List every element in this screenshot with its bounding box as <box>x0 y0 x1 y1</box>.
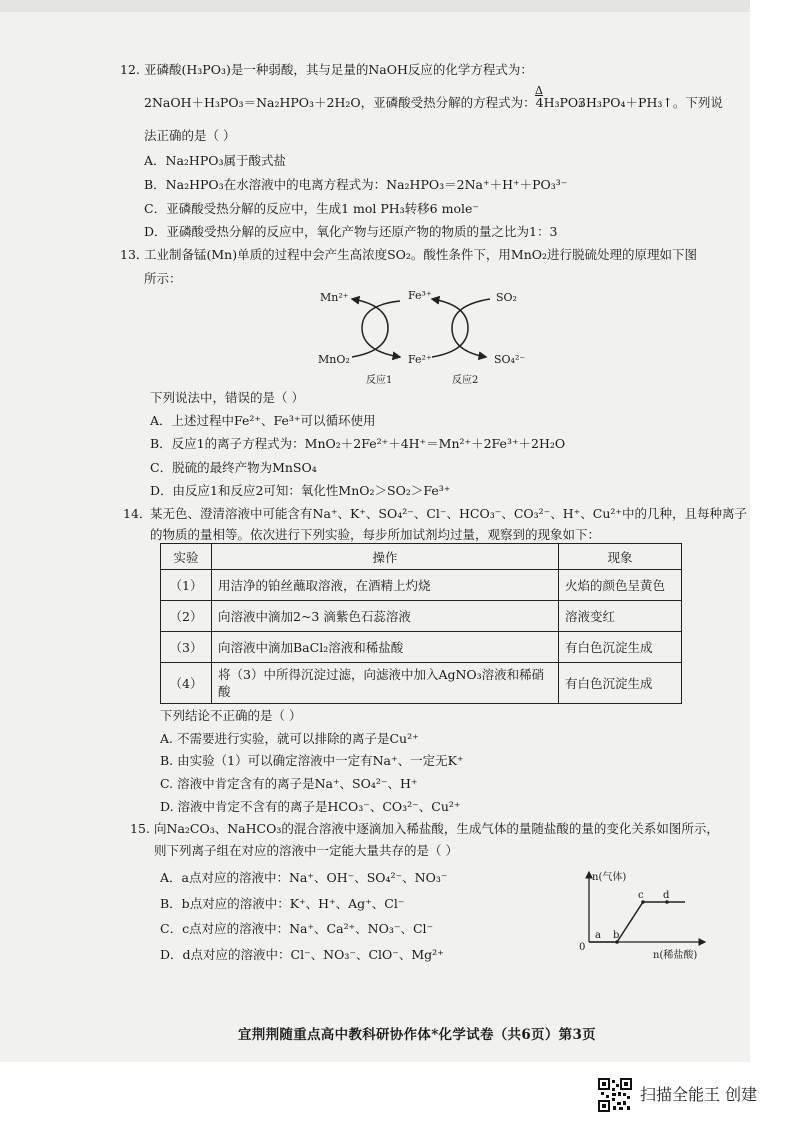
q12-stem-line2a: 2NaOH＋H₃PO₃＝Na₂HPO₃＋2H₂O，亚磷酸受热分解的方程式为：4H₃PO₃ <box>144 95 584 110</box>
table-cell-operation: 用洁净的铂丝蘸取溶液，在酒精上灼烧 <box>212 570 559 601</box>
q15-number: 15. <box>130 821 150 836</box>
q15-stem-line2: 则下列离子组在对应的溶液中一定能大量共存的是（ ） <box>154 843 458 858</box>
table-cell-id: （3） <box>161 632 212 663</box>
scan-top-edge <box>0 0 750 12</box>
q12-option-c: C．亚磷酸受热分解的反应中，生成1 mol PH₃转移6 mole⁻ <box>144 201 479 216</box>
q15-option-c: C．c点对应的溶液中：Na⁺、Ca²⁺、NO₃⁻、Cl⁻ <box>160 921 434 936</box>
q14-stem-line2: 的物质的量相等。依次进行下列实验，每步所加试剂均过量，观察到的现象如下： <box>150 527 601 542</box>
table-row <box>161 663 682 704</box>
q13-option-c: C．脱硫的最终产物为MnSO₄ <box>150 460 317 475</box>
q12-stem-line3: 法正确的是（ ） <box>144 128 236 143</box>
scanner-brand-label: 扫描全能王 创建 <box>640 1085 758 1104</box>
q14-option-a: A. 不需要进行实验，就可以排除的离子是Cu²⁺ <box>160 731 419 746</box>
table-cell-operation: 将（3）中所得沉淀过滤，向滤液中加入AgNO₃溶液和稀硝酸 <box>212 663 559 704</box>
experiment-table <box>160 543 682 704</box>
table-cell-phenomenon: 火焰的颜色呈黄色 <box>559 570 682 601</box>
table-header-experiment: 实验 <box>161 544 212 570</box>
diagram-label-reaction2: 反应2 <box>452 375 479 386</box>
q14-option-d: D. 溶液中肯定不含有的离子是HCO₃⁻、CO₃²⁻、Cu²⁺ <box>160 799 461 814</box>
q14-stem-line1: 某无色、澄清溶液中可能含有Na⁺、K⁺、SO₄²⁻、Cl⁻、HCO₃⁻、CO₃²⁻、H⁺、Cu²⁺中的几种，且每种离子 <box>150 506 747 521</box>
graph-label-c: c <box>638 890 644 901</box>
diagram-label-so2: SO₂ <box>496 291 517 304</box>
diagram-label-fe2: Fe²⁺ <box>408 353 432 366</box>
graph-label-b: b <box>613 930 620 941</box>
table-cell-phenomenon: 有白色沉淀生成 <box>559 632 682 663</box>
diagram-label-fe3: Fe³⁺ <box>408 289 432 302</box>
table-cell-id: （4） <box>161 663 212 704</box>
table-cell-phenomenon: 有白色沉淀生成 <box>559 663 682 704</box>
q13-stem-line2: 所示： <box>144 271 182 286</box>
graph-gas-curve <box>589 902 685 942</box>
q12-option-d: D．亚磷酸受热分解的反应中，氧化产物与还原产物的物质的量之比为1：3 <box>144 224 558 239</box>
q15-option-b: B．b点对应的溶液中：K⁺、H⁺、Ag⁺、Cl⁻ <box>160 896 405 911</box>
q12-stem-line2b: 3H₃PO₄＋PH₃↑。下列说 <box>578 95 723 110</box>
q12-option-b: B．Na₂HPO₃在水溶液中的电离方程式为：Na₂HPO₃＝2Na⁺＋H⁺＋PO₃³⁻ <box>144 177 568 192</box>
q13-number: 13． <box>120 247 149 262</box>
q14-question: 下列结论不正确的是（ ） <box>160 708 302 723</box>
q14-option-c: C. 溶液中肯定含有的离子是Na⁺、SO₄²⁻、H⁺ <box>160 776 418 791</box>
reaction1-arrow-mno2-to-mn2 <box>352 299 388 357</box>
q14-option-b: B. 由实验（1）可以确定溶液中一定有Na⁺、一定无K⁺ <box>160 753 464 768</box>
cycle-diagram <box>300 283 550 388</box>
q15-option-d: D．d点对应的溶液中：Cl⁻、NO₃⁻、ClO⁻、Mg²⁺ <box>160 947 444 962</box>
q15-option-a: A．a点对应的溶液中：Na⁺、OH⁻、SO₄²⁻、NO₃⁻ <box>160 870 448 885</box>
graph-label-a: a <box>595 930 601 941</box>
q12-option-a: A．Na₂HPO₃属于酸式盐 <box>144 153 286 168</box>
page-footer: 宜荆荆随重点高中教科研协作体*化学试卷（共6页）第3页 <box>238 1027 596 1043</box>
graph-x-label: n(稀盐酸) <box>653 950 698 961</box>
table-header-phenomenon: 现象 <box>559 544 682 570</box>
table-row <box>161 632 682 663</box>
q13-option-a: A．上述过程中Fe²⁺、Fe³⁺可以循环使用 <box>150 413 376 428</box>
table-cell-id: （1） <box>161 570 212 601</box>
table-header-row <box>161 544 682 570</box>
diagram-label-so4: SO₄²⁻ <box>494 353 526 366</box>
q13-question: 下列说法中，错误的是（ ） <box>150 390 304 405</box>
q12-stem-line1: 亚磷酸(H₃PO₃)是一种弱酸，其与足量的NaOH反应的化学方程式为： <box>144 62 533 77</box>
table-row <box>161 601 682 632</box>
q14-number: 14． <box>123 506 152 521</box>
diagram-label-reaction1: 反应1 <box>366 375 393 386</box>
q13-option-b: B．反应1的离子方程式为：MnO₂＋2Fe²⁺＋4H⁺＝Mn²⁺＋2Fe³⁺＋2H₂O <box>150 436 566 451</box>
table-cell-id: （2） <box>161 601 212 632</box>
table-cell-phenomenon: 溶液变红 <box>559 601 682 632</box>
q12-heat-delta: Δ <box>535 84 543 97</box>
table-row <box>161 570 682 601</box>
diagram-label-mn2: Mn²⁺ <box>320 291 349 304</box>
graph-origin-label: 0 <box>579 942 586 953</box>
graph-y-label: n(气体) <box>592 872 627 883</box>
q15-stem-line1: 向Na₂CO₃、NaHCO₃的混合溶液中逐滴加入稀盐酸，生成气体的量随盐酸的量的变化关系如图所示， <box>154 821 719 836</box>
q13-option-d: D．由反应1和反应2可知：氧化性MnO₂＞SO₂＞Fe³⁺ <box>150 483 451 498</box>
gas-volume-graph <box>575 866 735 966</box>
reaction1-arrow-fe3-to-fe2 <box>362 301 400 357</box>
q12-number: 12. <box>120 62 140 77</box>
q13-stem-line1: 工业制备锰(Mn)单质的过程中会产生高浓度SO₂。酸性条件下，用MnO₂进行脱硫处理的原理如下图 <box>144 247 698 262</box>
graph-label-d: d <box>663 890 670 901</box>
table-cell-operation: 向溶液中滴加BaCl₂溶液和稀盐酸 <box>212 632 559 663</box>
table-header-operation: 操作 <box>212 544 559 570</box>
diagram-label-mno2: MnO₂ <box>318 353 350 366</box>
table-cell-operation: 向溶液中滴加2~3 滴紫色石蕊溶液 <box>212 601 559 632</box>
qr-code-icon <box>598 1078 632 1112</box>
